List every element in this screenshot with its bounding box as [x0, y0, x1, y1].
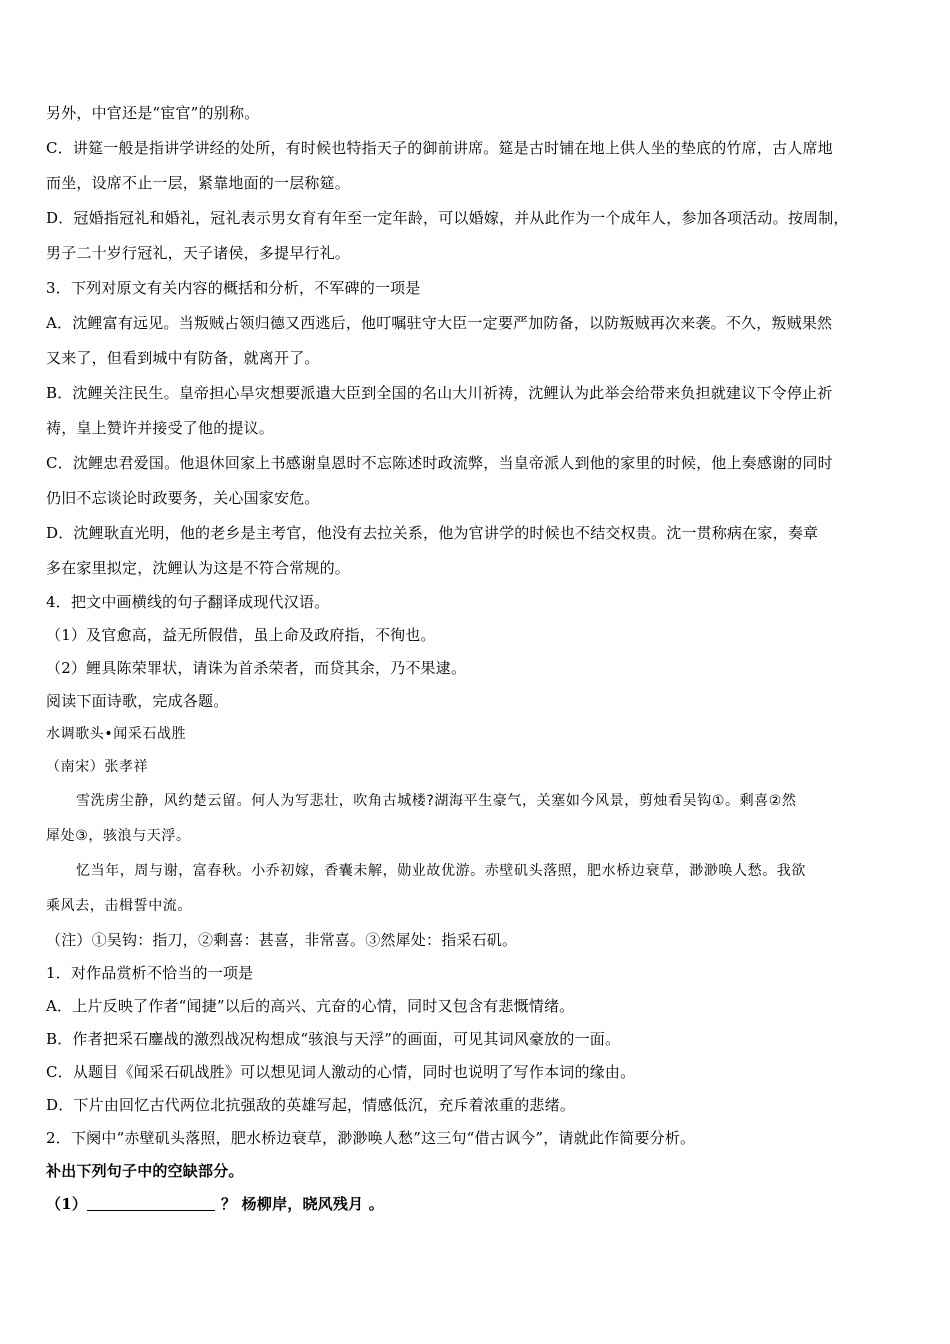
- poem-notes: （注）①吴钩：指刀，②剩喜：甚喜，非常喜。③然犀处：指采石矶。: [46, 931, 518, 949]
- text-line: 仍旧不忘谈论时政要务，关心国家安危。: [46, 489, 320, 507]
- fill-item-1: [46, 1188, 908, 1221]
- text-line: 而坐，设席不止一层，紧靠地面的一层称筵。: [46, 174, 351, 192]
- option-d-line: D．冠婚指冠礼和婚礼，冠礼表示男女育有年至一定年龄，可以婚嫁，并从此作为一个成年人，参加各项活动。按周制，: [46, 209, 849, 227]
- translate-item-1: （1）及官愈高，益无所假借，虽上命及政府指，不徇也。: [46, 626, 436, 644]
- reading-instruction: 阅读下面诗歌，完成各题。: [46, 692, 229, 710]
- poem-author: （南宋）张孝祥: [46, 759, 149, 775]
- poem-line: 忆当年，周与谢，富春秋。小乔初嫁，香囊未解，勋业故优游。赤壁矶头落照，肥水桥边衰草，渺渺唤人愁。我欲: [76, 863, 806, 879]
- poem-option-d: D．下片由回忆古代两位北抗强敌的英雄写起，情感低沉，充斥着浓重的悲绪。: [46, 1096, 576, 1114]
- poem-title: 水调歌头•闻采石战胜: [46, 726, 187, 742]
- fill-heading: 补出下列句子中的空缺部分。: [46, 1162, 244, 1180]
- text-line: 又来了，但看到城中有防备，就离开了。: [46, 349, 320, 367]
- fill-blank[interactable]: [87, 1194, 215, 1211]
- question-3: 3．下列对原文有关内容的概括和分析，不军碑的一项是: [46, 279, 421, 297]
- fill-item-text: ？ 杨柳岸，晓风残月 。: [221, 1195, 384, 1213]
- text-line: 多在家里拟定，沈鲤认为这是不符合常规的。: [46, 559, 351, 577]
- poem-line: 乘风去，击楫誓中流。: [46, 898, 192, 914]
- option-d-line: D．沈鲤耿直光明，他的老乡是主考官，他没有去拉关系，他为官讲学的时候也不结交权贵。沈一贯称病在家，奏章: [46, 524, 819, 542]
- question-4: 4．把文中画横线的句子翻译成现代汉语。: [46, 593, 330, 611]
- option-c-line: C．讲筵一般是指讲学讲经的处所，有时候也特指天子的御前讲席。筵是古时铺在地上供人坐的垫底的竹席，古人席地: [46, 139, 833, 157]
- text-line: 祷，皇上赞许并接受了他的提议。: [46, 419, 275, 437]
- poem-option-a: A．上片反映了作者“闻捷”以后的高兴、亢奋的心情，同时又包含有悲慨情绪。: [46, 997, 575, 1015]
- text-line: 另外，中官还是“宦官”的别称。: [46, 104, 260, 122]
- option-a-line: A．沈鲤富有远见。当叛贼占领归德又西逃后，他叮嘱驻守大臣一定要严加防备，以防叛贼再次来袭。不久，叛贼果然: [46, 314, 833, 332]
- option-b-line: B．沈鲤关注民生。皇帝担心旱灾想要派遣大臣到全国的名山大川祈祷，沈鲤认为此举会给带来负担就建议下令停止祈: [46, 384, 833, 402]
- fill-item-number: （1）: [46, 1195, 88, 1213]
- option-c-line: C．沈鲤忠君爱国。他退休回家上书感谢皇恩时不忘陈述时政流弊，当皇帝派人到他的家里的时候，他上奏感谢的同时: [46, 454, 833, 472]
- poem-option-b: B．作者把采石鏖战的激烈战况构想成“骇浪与天浮”的画面，可见其词风豪放的一面。: [46, 1030, 621, 1048]
- poem-line: 雪洗虏尘静，风约楚云留。何人为写悲壮，吹角古城楼?湖海平生豪气，关塞如今风景，剪烛看吴钩①。剩喜②然: [76, 793, 797, 809]
- document-page: [46, 96, 908, 1221]
- poem-option-c: C．从题目《闻采石矶战胜》可以想见词人激动的心情，同时也说明了写作本词的缘由。: [46, 1063, 636, 1081]
- translate-item-2: （2）鲤具陈荣罪状，请诛为首杀荣者，而贷其余，乃不果逮。: [46, 659, 467, 677]
- text-line: 男子二十岁行冠礼，天子诸侯，多提早行礼。: [46, 244, 351, 262]
- poem-line: 犀处③，骇浪与天浮。: [46, 828, 191, 844]
- poem-question-1: 1．对作品赏析不恰当的一项是: [46, 964, 254, 982]
- poem-question-2: 2．下阕中“赤壁矶头落照，肥水桥边衰草，渺渺唤人愁”这三句“借古讽今”，请就此作简要分析。: [46, 1129, 696, 1147]
